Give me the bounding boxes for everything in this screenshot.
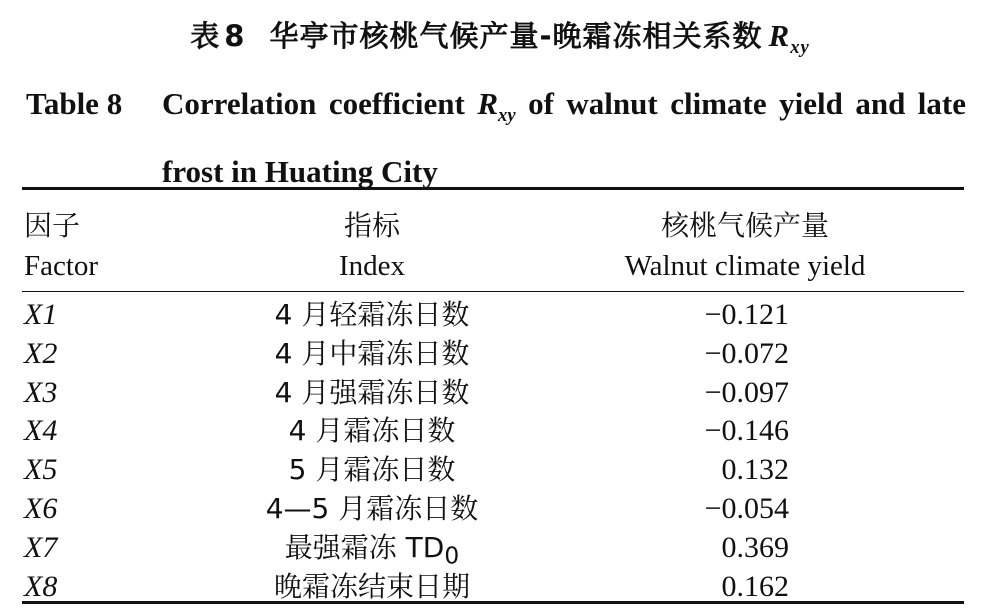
caption-en-label: Table 8 bbox=[26, 86, 123, 121]
factor-cell: X8 bbox=[24, 569, 58, 603]
table-row bbox=[22, 335, 964, 374]
index-cell: 4 月强霜冻日数 bbox=[274, 375, 470, 409]
factor-cell: X3 bbox=[24, 375, 58, 409]
table-header-rule bbox=[22, 291, 964, 292]
index-cell: 4 月轻霜冻日数 bbox=[274, 298, 470, 331]
factor-cell: X1 bbox=[24, 298, 58, 331]
caption-cn-prefix: 表 bbox=[190, 19, 221, 53]
table-row bbox=[22, 490, 964, 529]
value-cell: −0.054 bbox=[704, 491, 789, 525]
index-cell: 晚霜冻结束日期 bbox=[273, 569, 470, 603]
caption-chinese bbox=[0, 14, 1000, 59]
index-cell: 5 月霜冻日数 bbox=[288, 453, 456, 487]
factor-cell: X5 bbox=[24, 453, 58, 487]
header-index-cn: 指标 bbox=[343, 209, 400, 242]
header-index-en: Index bbox=[338, 250, 406, 282]
index-cell: 4 月中霜冻日数 bbox=[274, 336, 470, 370]
table-body bbox=[22, 296, 964, 606]
value-cell: −0.072 bbox=[704, 336, 789, 370]
caption-en-title: Correlation coefficient $R_{xy}$ of walnut climate yield and late frost in Huating City bbox=[162, 86, 966, 190]
factor-cell: X4 bbox=[24, 414, 58, 448]
caption-cn-number: 8 bbox=[224, 19, 246, 53]
header-factor-cn: 因子 bbox=[24, 209, 81, 242]
table-row bbox=[22, 412, 964, 451]
table-row bbox=[22, 451, 964, 490]
header-yield bbox=[590, 206, 900, 286]
value-cell: −0.097 bbox=[704, 375, 789, 409]
factor-cell: X6 bbox=[24, 491, 58, 525]
caption-cn-symbol: $R_{xy}$ bbox=[768, 18, 810, 59]
table-row bbox=[22, 529, 964, 568]
table-top-rule bbox=[22, 187, 964, 190]
index-cell: 4—5 月霜冻日数 bbox=[265, 491, 479, 525]
index-cell: 4 月霜冻日数 bbox=[288, 414, 456, 448]
value-cell: 0.132 bbox=[721, 453, 789, 487]
table-bottom-rule bbox=[22, 601, 964, 604]
header-yield-en: Walnut climate yield bbox=[624, 250, 866, 282]
factor-cell: X2 bbox=[24, 336, 58, 370]
value-cell: −0.146 bbox=[704, 414, 789, 448]
header-factor-en: Factor bbox=[24, 250, 99, 282]
factor-cell: X7 bbox=[24, 530, 58, 564]
value-cell: −0.121 bbox=[704, 298, 789, 331]
table-row bbox=[22, 296, 964, 335]
index-cell: 最强霜冻 $TD_0$ bbox=[284, 530, 460, 570]
header-index bbox=[222, 206, 522, 286]
value-cell: 0.369 bbox=[721, 530, 789, 564]
table-row bbox=[22, 374, 964, 413]
header-factor bbox=[24, 206, 98, 286]
caption-cn-title: 华亭市核桃气候产量-晚霜冻相关系数 bbox=[269, 19, 763, 53]
header-yield-cn: 核桃气候产量 bbox=[660, 209, 829, 242]
value-cell: 0.162 bbox=[721, 569, 789, 603]
